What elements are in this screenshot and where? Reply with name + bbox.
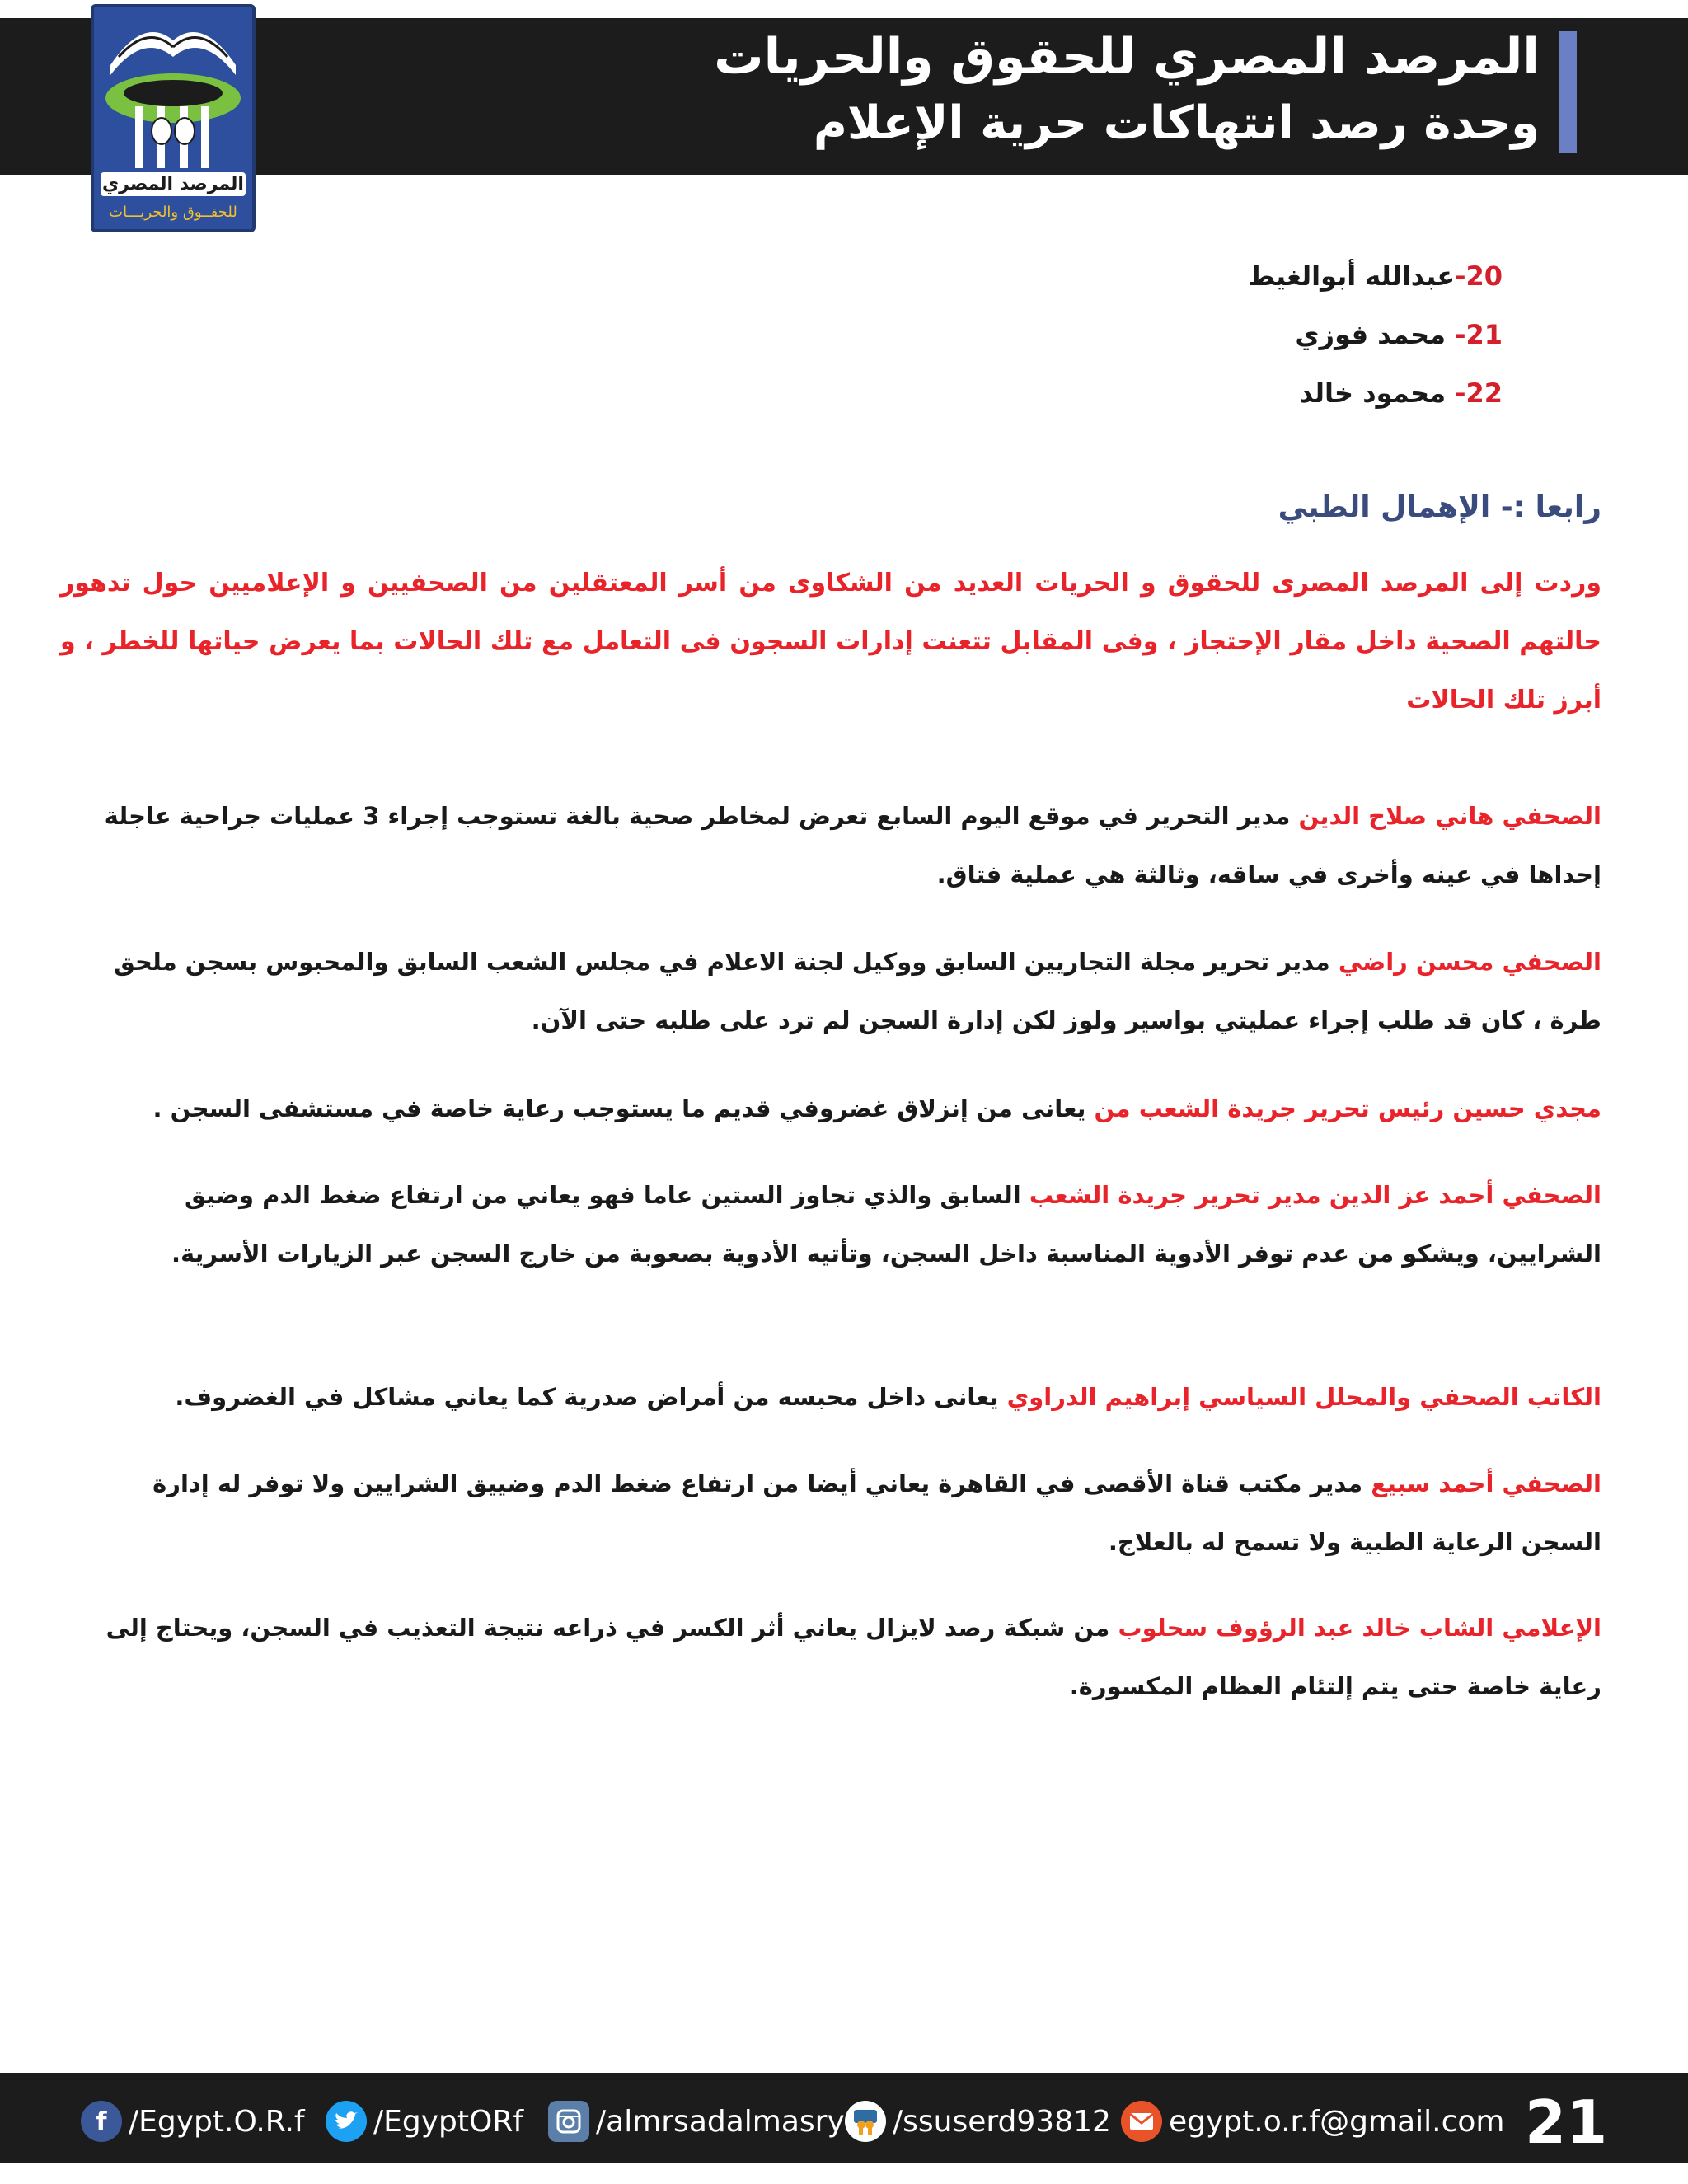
- case-paragraph: [68, 1166, 1601, 1283]
- list-item: [1248, 247, 1503, 306]
- section-intro: وردت إلى المرصد المصرى للحقوق و الحريات العديد من الشكاوى من أسر المعتقلين من الصحفيين و الإعلاميين حول تدهور حالتهم الصحية داخل مقار الإحتجاز ، وفى المقابل تتعنت إدارات السجون فى التعامل مع تلك الحالات بما يعرض حياتها للخطر ، و أبرز تلك الحالات: [60, 569, 1601, 715]
- logo-name-text: المرصد المصري: [101, 172, 246, 196]
- header-title: المرصد المصري للحقوق والحريات: [714, 28, 1540, 86]
- case-name: مجدي حسين رئيس تحرير جريدة الشعب من: [1094, 1094, 1601, 1122]
- case-text: مدير مكتب قناة الأقصى في القاهرة يعاني أيضا من ارتفاع ضغط الدم وضييق الشرايين ولا توفر له إدارة السجن الرعاية الطبية ولا تسمح له بالعلاج.: [152, 1469, 1601, 1556]
- case-paragraph: [68, 1455, 1601, 1572]
- page-number: 21: [1525, 2088, 1608, 2157]
- case-paragraph: [68, 1368, 1601, 1427]
- list-item-name: محمود خالد: [1299, 377, 1447, 409]
- twitter-handle: /EgyptORf: [373, 2104, 524, 2139]
- header-subtitle: وحدة رصد انتهاكات حرية الإعلام: [813, 96, 1540, 150]
- facebook-icon: f: [81, 2101, 122, 2142]
- logo-emblem-icon: [94, 7, 252, 172]
- slideshare-icon: [845, 2101, 886, 2142]
- case-paragraph: [68, 787, 1601, 904]
- case-name: الصحفي هاني صلاح الدين: [1298, 802, 1601, 830]
- facebook-link[interactable]: [81, 2101, 305, 2142]
- instagram-handle: /almrsadalmasry: [596, 2104, 845, 2139]
- twitter-icon: [326, 2101, 367, 2142]
- case-text: يعانى داخل محبسه من أمراض صدرية كما يعاني مشاكل في الغضروف.: [175, 1383, 1007, 1411]
- section-heading: رابعا :- الإهمال الطبي: [1278, 490, 1601, 524]
- email-address: egypt.o.r.f@gmail.com: [1169, 2104, 1505, 2139]
- case-name: الصحفي محسن راضي: [1338, 948, 1601, 976]
- email-icon: [1121, 2101, 1162, 2142]
- list-item-number: 20-: [1455, 260, 1503, 292]
- slideshare-link[interactable]: [845, 2101, 1111, 2142]
- case-text: من شبكة رصد لايزال يعاني أثر الكسر في ذراعه نتيجة التعذيب في السجن، ويحتاج إلى رعاية خاصة حتى يتم إلتئام العظام المكسورة.: [106, 1614, 1601, 1700]
- case-text: مدير التحرير في موقع اليوم السابع تعرض لمخاطر صحية بالغة تستوجب إجراء 3 عمليات جراحية عاجلة إحداها في عينه وأخرى في ساقه، وثالثة هي عملية فتاق.: [104, 802, 1601, 888]
- case-name: الصحفي أحمد عز الدين مدير تحرير جريدة الشعب: [1029, 1181, 1601, 1209]
- instagram-link[interactable]: [548, 2101, 845, 2142]
- slideshare-handle: /ssuserd93812: [893, 2104, 1111, 2139]
- case-paragraph: [68, 1080, 1601, 1138]
- list-item: [1248, 364, 1503, 423]
- header-accent-bar: [1559, 31, 1577, 153]
- list-item-number: 22-: [1455, 377, 1503, 409]
- organization-logo: [91, 4, 256, 232]
- case-text: يعانى من إنزلاق غضروفي قديم ما يستوجب رعاية خاصة في مستشفى السجن .: [152, 1094, 1095, 1122]
- case-text: السابق والذي تجاوز الستين عاما فهو يعاني من ارتفاع ضغط الدم وضيق الشرايين، ويشكو من عدم توفر الأدوية المناسبة داخل السجن، وتأتيه الأدوية بصعوبة من خارج السجن عبر الزيارات الأسرية.: [171, 1181, 1601, 1268]
- email-link[interactable]: [1121, 2101, 1504, 2142]
- list-item-name: محمد فوزي: [1295, 319, 1447, 350]
- logo-sub-text: للحقــوق والحريـــات: [109, 204, 237, 221]
- case-name: الإعلامي الشاب خالد عبد الرؤوف سحلوب: [1118, 1614, 1601, 1642]
- twitter-link[interactable]: [326, 2101, 523, 2142]
- list-item: [1248, 306, 1503, 364]
- instagram-icon: [548, 2101, 589, 2142]
- facebook-handle: /Egypt.O.R.f: [129, 2104, 305, 2139]
- case-name: الصحفي أحمد سبيع: [1371, 1469, 1601, 1497]
- page-footer: [0, 2073, 1688, 2163]
- case-name: الكاتب الصحفي والمحلل السياسي إبراهيم الدراوي: [1006, 1383, 1601, 1411]
- names-list: [1248, 247, 1503, 423]
- list-item-number: 21-: [1455, 319, 1503, 350]
- case-text: مدير تحرير مجلة التجاريين السابق ووكيل لجنة الاعلام في مجلس الشعب السابق والمحبوس بسجن ملحق طرة ، كان قد طلب إجراء عمليتي بواسير ولوز لكن إدارة السجن لم ترد على طلبه حتى الآن.: [113, 948, 1601, 1034]
- case-paragraph: [68, 933, 1601, 1050]
- list-item-name: عبدالله أبوالغيط: [1247, 260, 1456, 292]
- case-paragraph: [68, 1599, 1601, 1716]
